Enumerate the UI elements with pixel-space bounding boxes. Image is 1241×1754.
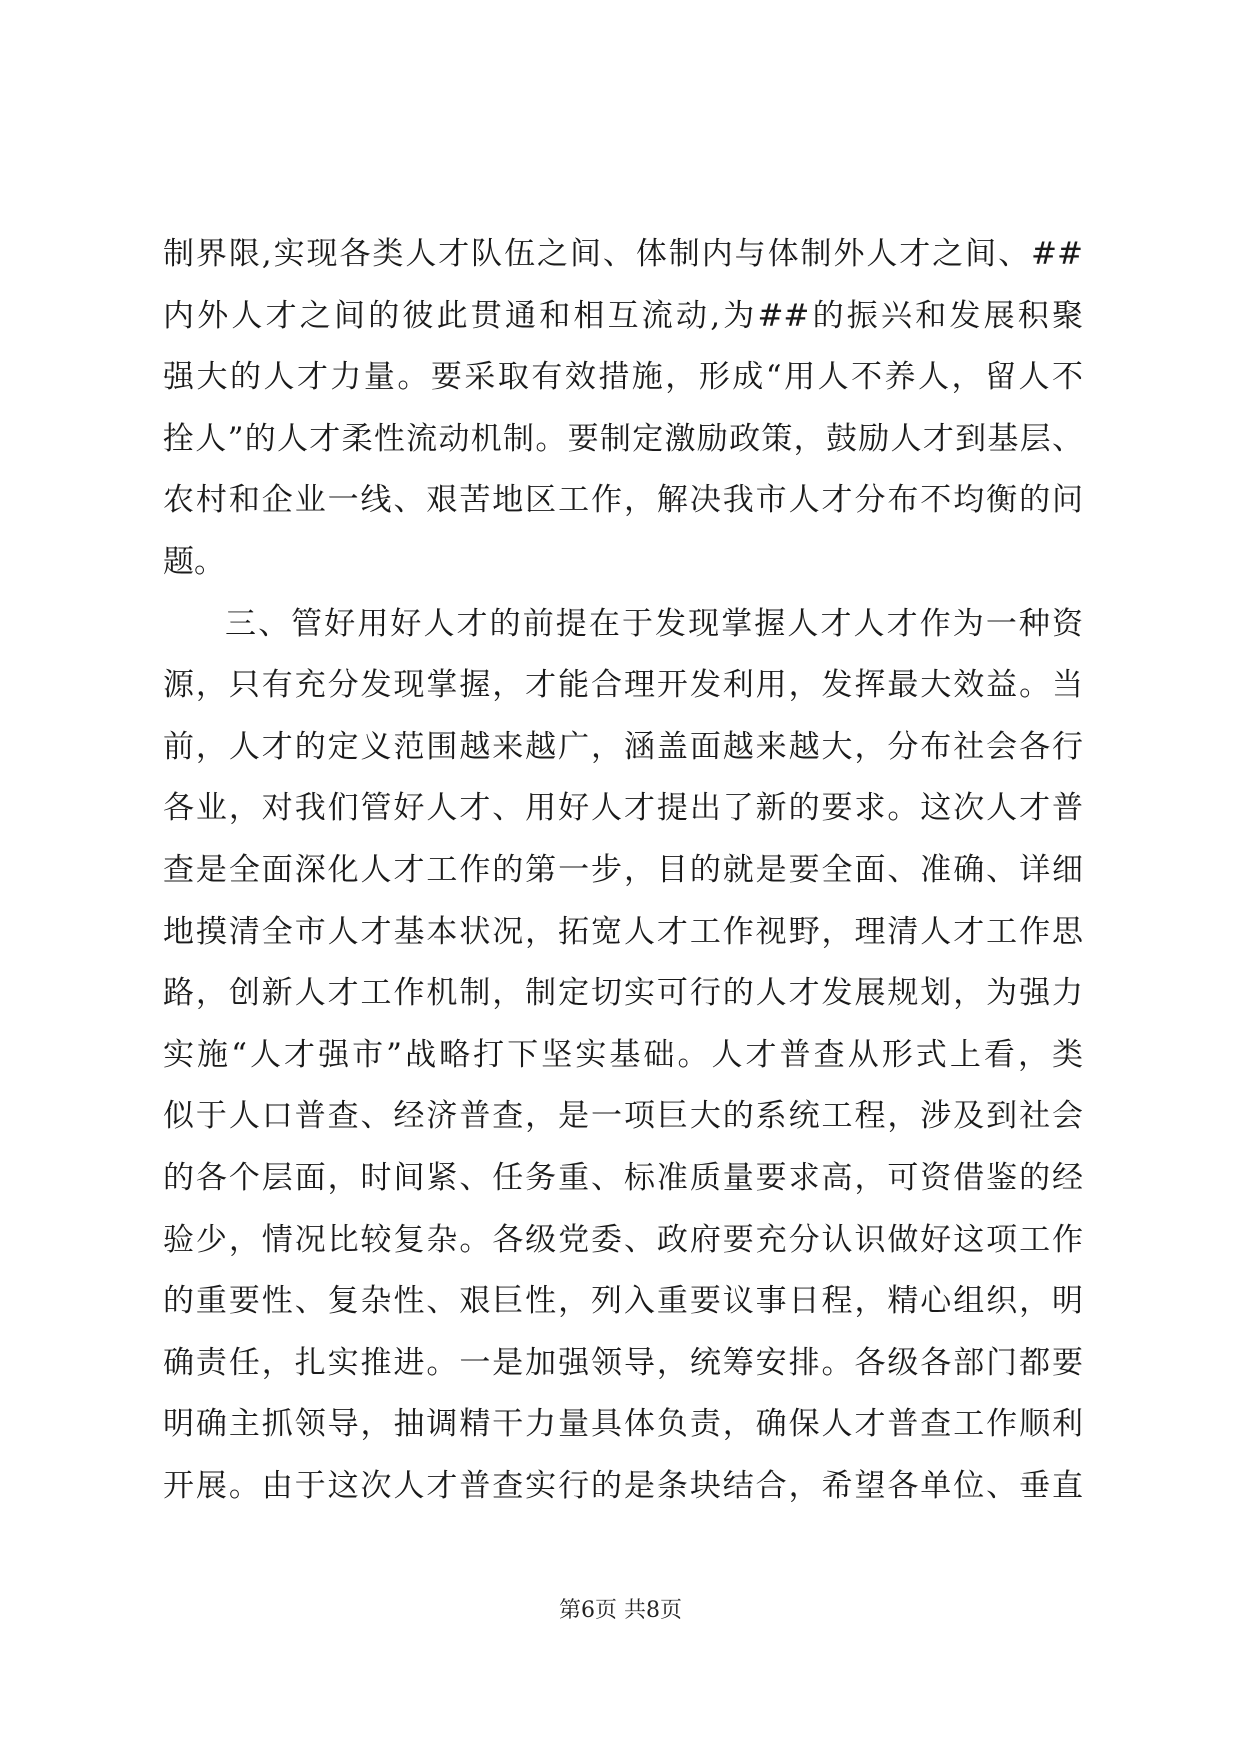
text-line: 制界限,实现各类人才队伍之间、体制内与体制外人才之间、## (163, 236, 1083, 272)
text-line: 开展。由于这次人才普查实行的是条块结合，希望各单位、垂直 (163, 1467, 1083, 1504)
text-line: 地摸清全市人才基本状况，拓宽人才工作视野，理清人才工作思 (163, 913, 1083, 950)
text-line: 明确主抓领导，抽调精干力量具体负责，确保人才普查工作顺利 (163, 1406, 1083, 1443)
text-line: 拴人”的人才柔性流动机制。要制定激励政策，鼓励人才到基层、 (163, 420, 1083, 457)
text-line: 的重要性、复杂性、艰巨性，列入重要议事日程，精心组织，明 (163, 1283, 1083, 1320)
text-line: 三、管好用好人才的前提在于发现掌握人才人才作为一种资 (225, 605, 1083, 642)
text-line: 各业，对我们管好人才、用好人才提出了新的要求。这次人才普 (163, 790, 1083, 827)
text-line: 农村和企业一线、艰苦地区工作，解决我市人才分布不均衡的问 (163, 482, 1083, 519)
text-line: 题。 (163, 543, 225, 580)
text-line: 的各个层面，时间紧、任务重、标准质量要求高，可资借鉴的经 (163, 1159, 1083, 1196)
text-line: 验少，情况比较复杂。各级党委、政府要充分认识做好这项工作 (163, 1221, 1083, 1258)
text-line: 查是全面深化人才工作的第一步，目的就是要全面、准确、详细 (163, 851, 1083, 888)
text-line: 内外人才之间的彼此贯通和相互流动,为##的振兴和发展积聚 (163, 297, 1083, 334)
text-line: 确责任，扎实推进。一是加强领导，统筹安排。各级各部门都要 (163, 1344, 1083, 1381)
text-line: 似于人口普查、经济普查，是一项巨大的系统工程，涉及到社会 (163, 1098, 1083, 1135)
text-line: 强大的人才力量。要采取有效措施，形成“用人不养人，留人不 (163, 359, 1083, 396)
page-number: 第6页 共8页 (559, 1598, 682, 1623)
text-line: 源，只有充分发现掌握，才能合理开发利用，发挥最大效益。当 (163, 667, 1083, 704)
text-line: 前，人才的定义范围越来越广，涵盖面越来越大，分布社会各行 (163, 728, 1083, 765)
paragraph-2 (163, 594, 1083, 1518)
paragraph-1 (163, 224, 1083, 594)
page-footer (0, 1596, 1241, 1626)
text-line: 实施“人才强市”战略打下坚实基础。人才普查从形式上看，类 (163, 1036, 1083, 1073)
text-line: 路，创新人才工作机制，制定切实可行的人才发展规划，为强力 (163, 975, 1083, 1012)
body-text (163, 224, 1083, 1517)
